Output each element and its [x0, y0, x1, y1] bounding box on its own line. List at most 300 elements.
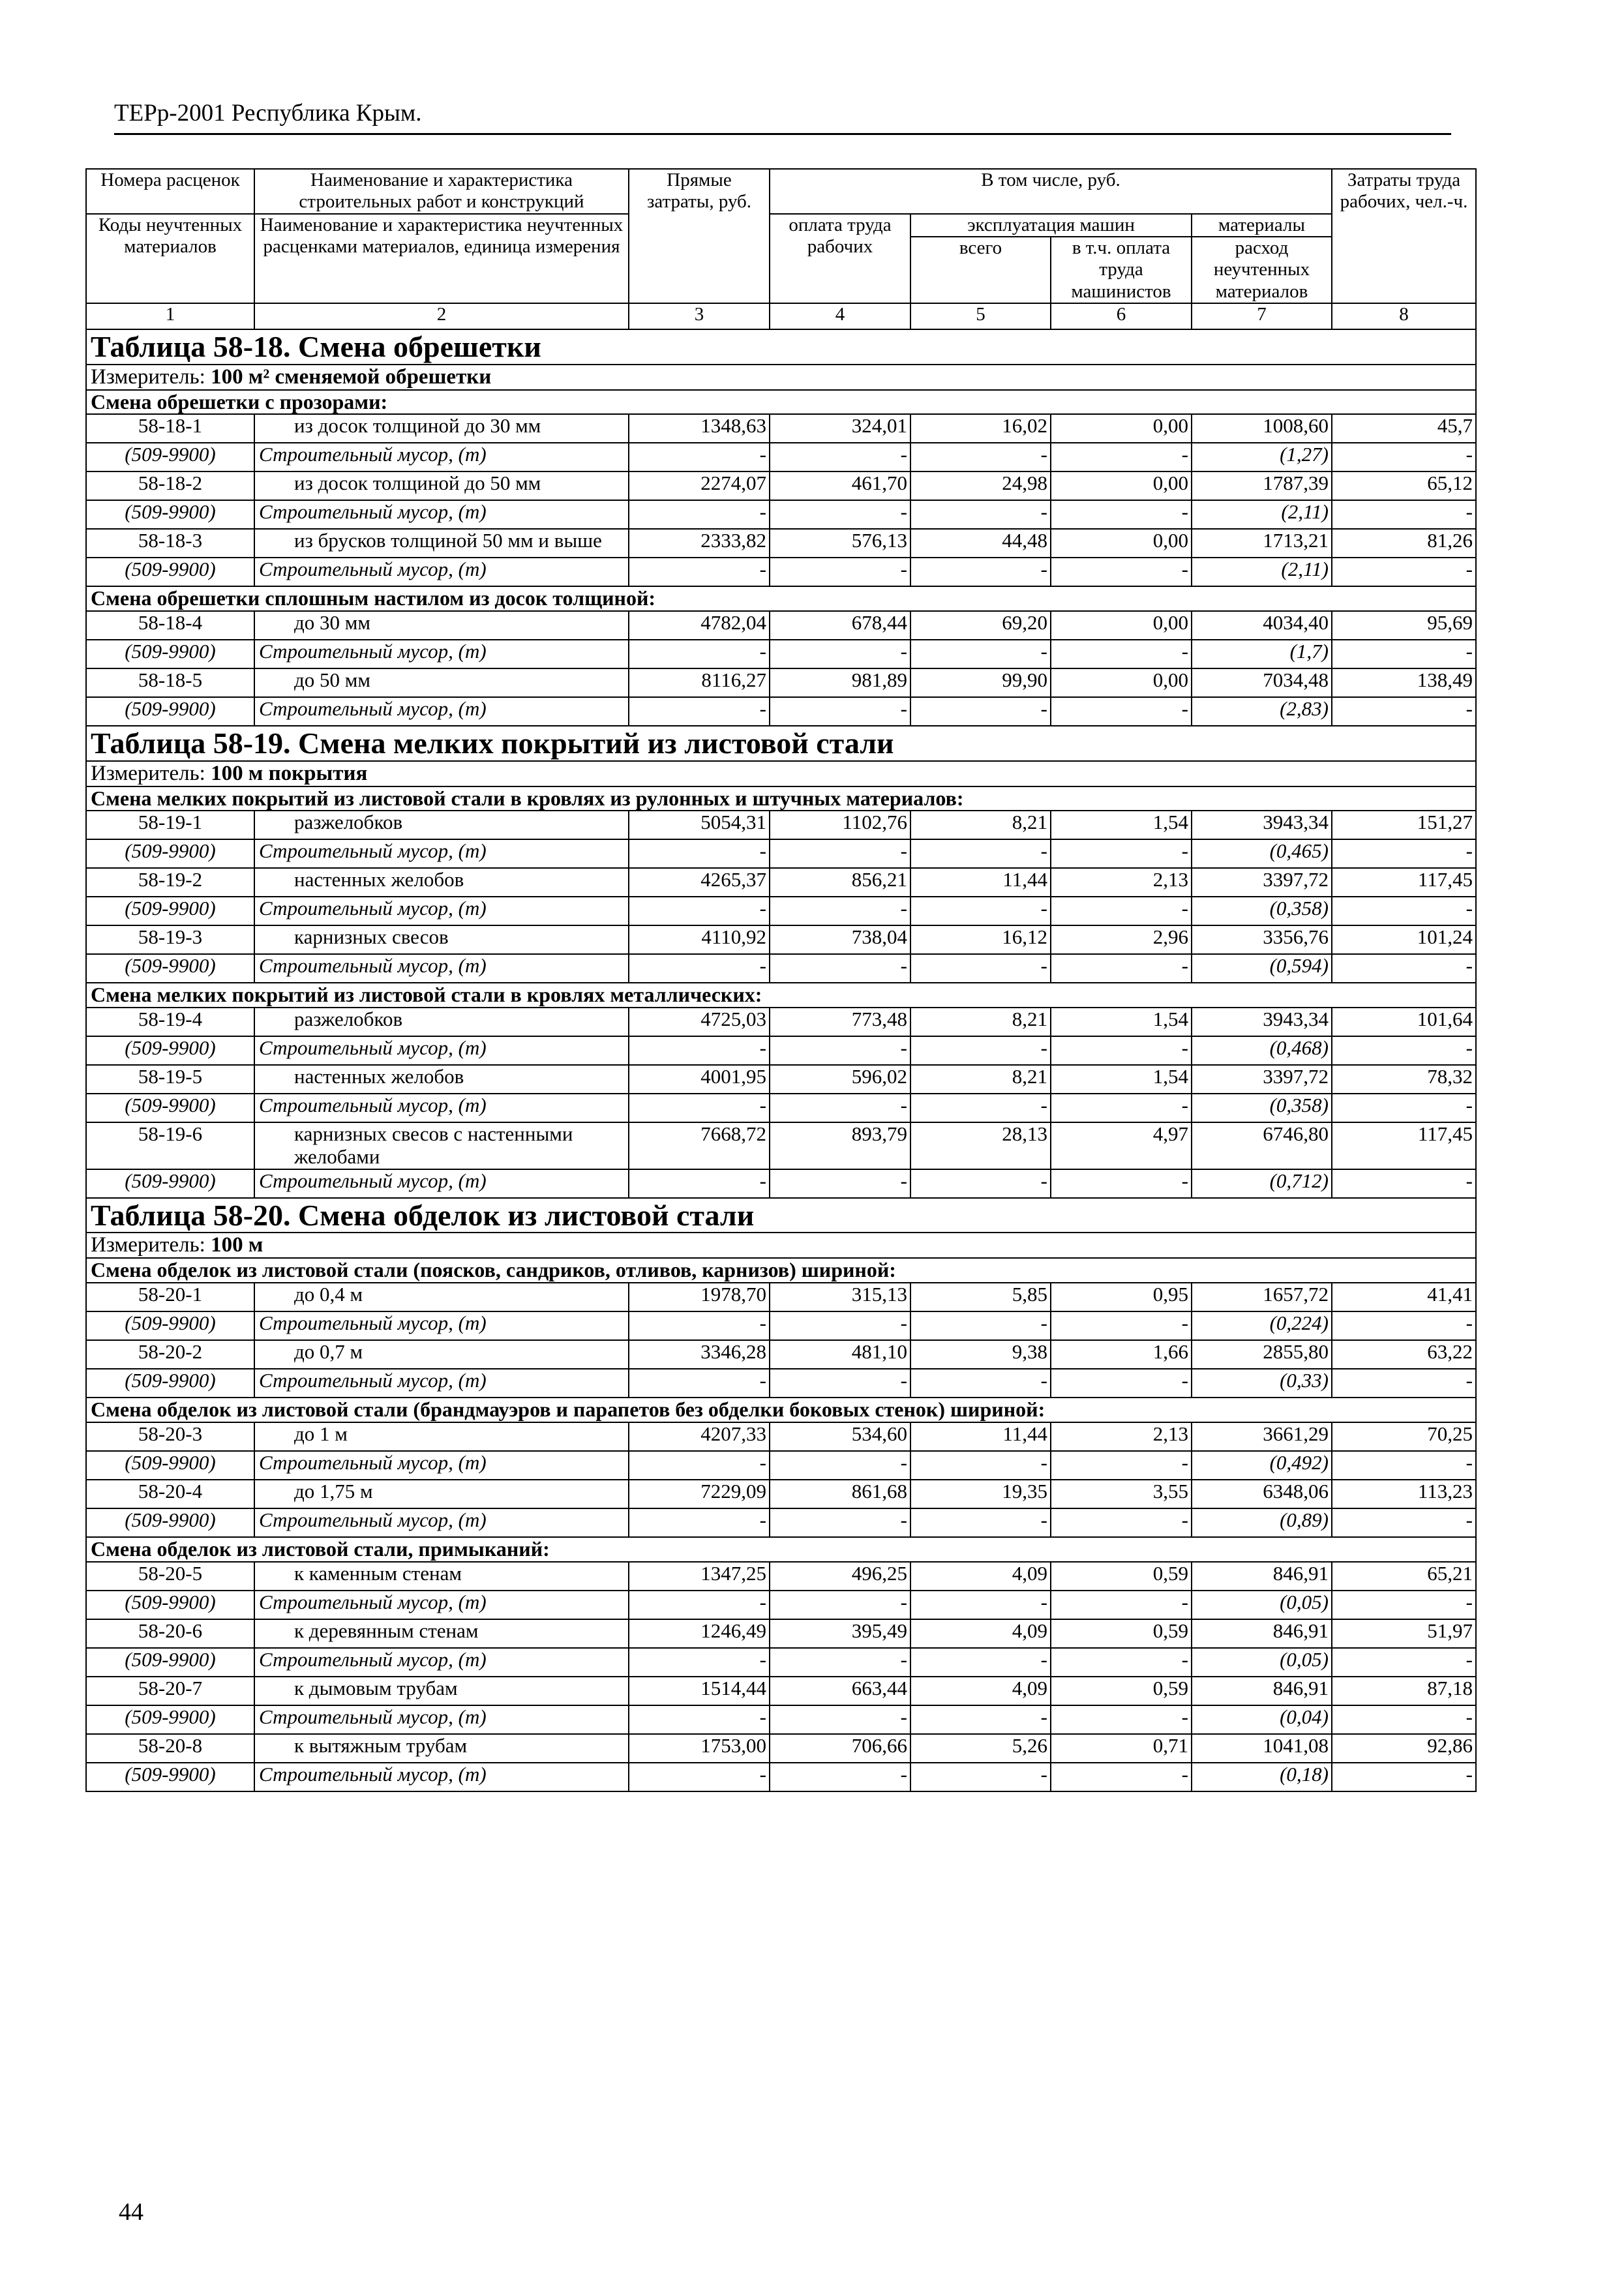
page-header: ТЕРр-2001 Республика Крым.: [114, 100, 422, 127]
machines-dash: -: [910, 1763, 1051, 1791]
machinist-pay: 2,13: [1051, 1422, 1192, 1451]
material-quantity: (0,224): [1192, 1311, 1332, 1340]
work-name: к деревянным стенам: [254, 1619, 629, 1648]
hours-dash: -: [1332, 1648, 1476, 1677]
machinist-pay: 0,00: [1051, 471, 1192, 500]
page-number: 44: [119, 2198, 143, 2226]
material-quantity: (2,83): [1192, 697, 1332, 726]
machines-total: 5,85: [910, 1283, 1051, 1311]
labor-hours: 70,25: [1332, 1422, 1476, 1451]
rate-code: 58-18-4: [86, 611, 254, 640]
material-quantity: (0,89): [1192, 1508, 1332, 1537]
machines-dash: -: [910, 1311, 1051, 1340]
table-row: [86, 611, 1476, 640]
material-quantity: (0,712): [1192, 1169, 1332, 1198]
labor-pay: 534,60: [770, 1422, 910, 1451]
material-quantity: (1,7): [1192, 640, 1332, 668]
material-name: Строительный мусор, (т): [254, 500, 629, 529]
work-name: до 0,4 м: [254, 1283, 629, 1311]
work-name: настенных желобов: [254, 1065, 629, 1094]
material-name: Строительный мусор, (т): [254, 839, 629, 868]
direct-dash: -: [629, 1451, 770, 1480]
labor-dash: -: [770, 443, 910, 471]
material-name: Строительный мусор, (т): [254, 697, 629, 726]
labor-hours: 151,27: [1332, 811, 1476, 839]
table-row: [86, 925, 1476, 954]
hours-dash: -: [1332, 1508, 1476, 1537]
labor-dash: -: [770, 1036, 910, 1065]
material-row: [86, 1036, 1476, 1065]
labor-dash: -: [770, 640, 910, 668]
material-name: Строительный мусор, (т): [254, 1591, 629, 1619]
material-quantity: (0,594): [1192, 954, 1332, 983]
machines-dash: -: [910, 1169, 1051, 1198]
material-code: (509-9900): [86, 640, 254, 668]
col-group-including: В том числе, руб.: [770, 169, 1332, 214]
labor-pay: 496,25: [770, 1562, 910, 1591]
machinist-dash: -: [1051, 500, 1192, 529]
labor-dash: -: [770, 1508, 910, 1537]
hours-dash: -: [1332, 1591, 1476, 1619]
materials-cost: 846,91: [1192, 1677, 1332, 1705]
material-row: [86, 839, 1476, 868]
machinist-pay: 0,71: [1051, 1734, 1192, 1763]
table-row: [86, 1734, 1476, 1763]
material-row: [86, 500, 1476, 529]
hours-dash: -: [1332, 1094, 1476, 1122]
work-name: настенных желобов: [254, 868, 629, 897]
machinist-dash: -: [1051, 1036, 1192, 1065]
machinist-dash: -: [1051, 1311, 1192, 1340]
col-materials: материалы: [1192, 214, 1332, 237]
direct-costs: 7668,72: [629, 1122, 770, 1169]
labor-hours: 138,49: [1332, 668, 1476, 697]
rate-code: 58-19-1: [86, 811, 254, 839]
machines-total: 4,09: [910, 1562, 1051, 1591]
material-row: [86, 1369, 1476, 1398]
table-row: [86, 1619, 1476, 1648]
rate-code: 58-18-5: [86, 668, 254, 697]
machinist-pay: 1,54: [1051, 1065, 1192, 1094]
col-labor-hours: Затраты труда рабочих, чел.-ч.: [1332, 169, 1476, 303]
direct-costs: 1246,49: [629, 1619, 770, 1648]
machines-total: 4,09: [910, 1677, 1051, 1705]
measure-value: 100 м: [211, 1233, 263, 1257]
work-name: из досок толщиной до 30 мм: [254, 414, 629, 443]
material-name: Строительный мусор, (т): [254, 1169, 629, 1198]
machinist-pay: 1,66: [1051, 1340, 1192, 1369]
rate-code: 58-20-2: [86, 1340, 254, 1369]
machines-total: 44,48: [910, 529, 1051, 558]
materials-cost: 1787,39: [1192, 471, 1332, 500]
hours-dash: -: [1332, 1763, 1476, 1791]
labor-dash: -: [770, 1369, 910, 1398]
direct-costs: 2274,07: [629, 471, 770, 500]
hours-dash: -: [1332, 839, 1476, 868]
direct-dash: -: [629, 1036, 770, 1065]
machines-dash: -: [910, 954, 1051, 983]
work-name: до 50 мм: [254, 668, 629, 697]
material-quantity: (1,27): [1192, 443, 1332, 471]
work-name: из досок толщиной до 50 мм: [254, 471, 629, 500]
measure-line: [86, 365, 1476, 390]
material-row: [86, 1169, 1476, 1198]
rates-table: [85, 168, 1477, 1792]
material-code: (509-9900): [86, 1094, 254, 1122]
machines-dash: -: [910, 1451, 1051, 1480]
hours-dash: -: [1332, 443, 1476, 471]
labor-pay: 395,49: [770, 1619, 910, 1648]
direct-dash: -: [629, 697, 770, 726]
material-quantity: (0,05): [1192, 1648, 1332, 1677]
labor-dash: -: [770, 1705, 910, 1734]
material-name: Строительный мусор, (т): [254, 1036, 629, 1065]
direct-costs: 1978,70: [629, 1283, 770, 1311]
material-quantity: (0,358): [1192, 1094, 1332, 1122]
material-row: [86, 1094, 1476, 1122]
materials-cost: 1041,08: [1192, 1734, 1332, 1763]
table-row: [86, 868, 1476, 897]
direct-dash: -: [629, 1169, 770, 1198]
materials-cost: 6348,06: [1192, 1480, 1332, 1508]
work-name: к каменным стенам: [254, 1562, 629, 1591]
labor-hours: 92,86: [1332, 1734, 1476, 1763]
labor-pay: 663,44: [770, 1677, 910, 1705]
rate-code: 58-19-4: [86, 1008, 254, 1036]
work-name: карнизных свесов с настенными желобами: [254, 1122, 629, 1169]
material-code: (509-9900): [86, 839, 254, 868]
col-machinist-pay: в т.ч. оплата труда машинистов: [1051, 237, 1192, 303]
table-row: [86, 1283, 1476, 1311]
labor-pay: 461,70: [770, 471, 910, 500]
measure-label: Измеритель:: [91, 1233, 205, 1257]
machinist-dash: -: [1051, 1094, 1192, 1122]
machinist-dash: -: [1051, 897, 1192, 925]
hours-dash: -: [1332, 1705, 1476, 1734]
labor-dash: -: [770, 1451, 910, 1480]
material-row: [86, 1705, 1476, 1734]
machines-dash: -: [910, 1591, 1051, 1619]
material-quantity: (0,33): [1192, 1369, 1332, 1398]
material-code: (509-9900): [86, 1648, 254, 1677]
labor-dash: -: [770, 1094, 910, 1122]
hours-dash: -: [1332, 558, 1476, 586]
material-name: Строительный мусор, (т): [254, 1705, 629, 1734]
direct-dash: -: [629, 1311, 770, 1340]
rate-code: 58-19-6: [86, 1122, 254, 1169]
table-row: [86, 1122, 1476, 1169]
machines-total: 8,21: [910, 1065, 1051, 1094]
material-row: [86, 1648, 1476, 1677]
direct-dash: -: [629, 1094, 770, 1122]
material-row: [86, 1763, 1476, 1791]
hours-dash: -: [1332, 640, 1476, 668]
labor-dash: -: [770, 897, 910, 925]
rate-code: 58-20-6: [86, 1619, 254, 1648]
material-row: [86, 954, 1476, 983]
material-code: (509-9900): [86, 1036, 254, 1065]
measure-label: Измеритель:: [91, 761, 205, 785]
machinist-dash: -: [1051, 1705, 1192, 1734]
work-name: до 0,7 м: [254, 1340, 629, 1369]
material-name: Строительный мусор, (т): [254, 1094, 629, 1122]
labor-dash: -: [770, 500, 910, 529]
table-title: Таблица 58-19. Смена мелких покрытий из листовой стали: [86, 726, 1476, 761]
machinist-pay: 1,54: [1051, 811, 1192, 839]
column-number: 7: [1192, 303, 1332, 329]
rate-code: 58-18-2: [86, 471, 254, 500]
direct-dash: -: [629, 1508, 770, 1537]
work-name: к вытяжным трубам: [254, 1734, 629, 1763]
material-code: (509-9900): [86, 1369, 254, 1398]
material-quantity: (0,465): [1192, 839, 1332, 868]
work-name: из брусков толщиной 50 мм и выше: [254, 529, 629, 558]
machinist-pay: 0,59: [1051, 1562, 1192, 1591]
direct-dash: -: [629, 839, 770, 868]
direct-dash: -: [629, 1705, 770, 1734]
rate-code: 58-20-8: [86, 1734, 254, 1763]
table-row: [86, 1065, 1476, 1094]
material-quantity: (2,11): [1192, 500, 1332, 529]
hours-dash: -: [1332, 1036, 1476, 1065]
col-material-name: Наименование и характеристика неучтенных расценками материалов, единица измерения: [254, 214, 629, 303]
machinist-dash: -: [1051, 1763, 1192, 1791]
machinist-dash: -: [1051, 839, 1192, 868]
table-row: [86, 1480, 1476, 1508]
labor-dash: -: [770, 1648, 910, 1677]
labor-hours: 51,97: [1332, 1619, 1476, 1648]
materials-cost: 1713,21: [1192, 529, 1332, 558]
table-row: [86, 471, 1476, 500]
labor-dash: -: [770, 1169, 910, 1198]
material-name: Строительный мусор, (т): [254, 1311, 629, 1340]
direct-costs: 4001,95: [629, 1065, 770, 1094]
machines-total: 11,44: [910, 1422, 1051, 1451]
work-name: к дымовым трубам: [254, 1677, 629, 1705]
labor-hours: 41,41: [1332, 1283, 1476, 1311]
direct-costs: 4265,37: [629, 868, 770, 897]
direct-costs: 5054,31: [629, 811, 770, 839]
machinist-pay: 2,96: [1051, 925, 1192, 954]
machinist-pay: 0,59: [1051, 1619, 1192, 1648]
machines-dash: -: [910, 500, 1051, 529]
materials-cost: 3943,34: [1192, 811, 1332, 839]
measure-line: [86, 1233, 1476, 1258]
measure-line: [86, 761, 1476, 786]
material-code: (509-9900): [86, 1763, 254, 1791]
machines-dash: -: [910, 443, 1051, 471]
table-title: Таблица 58-20. Смена обделок из листовой стали: [86, 1198, 1476, 1233]
material-name: Строительный мусор, (т): [254, 640, 629, 668]
materials-cost: 7034,48: [1192, 668, 1332, 697]
labor-dash: -: [770, 558, 910, 586]
direct-costs: 1348,63: [629, 414, 770, 443]
materials-cost: 1657,72: [1192, 1283, 1332, 1311]
material-code: (509-9900): [86, 1451, 254, 1480]
material-row: [86, 558, 1476, 586]
column-number: 6: [1051, 303, 1192, 329]
direct-dash: -: [629, 443, 770, 471]
material-code: (509-9900): [86, 500, 254, 529]
machinist-pay: 0,00: [1051, 529, 1192, 558]
labor-pay: 678,44: [770, 611, 910, 640]
machines-total: 4,09: [910, 1619, 1051, 1648]
machines-dash: -: [910, 1648, 1051, 1677]
material-name: Строительный мусор, (т): [254, 954, 629, 983]
rate-code: 58-19-3: [86, 925, 254, 954]
labor-hours: 101,64: [1332, 1008, 1476, 1036]
machinist-pay: 3,55: [1051, 1480, 1192, 1508]
direct-costs: 8116,27: [629, 668, 770, 697]
labor-pay: 1102,76: [770, 811, 910, 839]
table-row: [86, 1422, 1476, 1451]
section-heading: Смена обделок из листовой стали, примыканий:: [86, 1537, 1476, 1562]
hours-dash: -: [1332, 697, 1476, 726]
machines-total: 24,98: [910, 471, 1051, 500]
materials-cost: 846,91: [1192, 1562, 1332, 1591]
labor-hours: 101,24: [1332, 925, 1476, 954]
labor-hours: 65,12: [1332, 471, 1476, 500]
materials-cost: 6746,80: [1192, 1122, 1332, 1169]
material-name: Строительный мусор, (т): [254, 897, 629, 925]
direct-dash: -: [629, 500, 770, 529]
machinist-dash: -: [1051, 1648, 1192, 1677]
col-machines-total: всего: [910, 237, 1051, 303]
work-name: разжелобков: [254, 1008, 629, 1036]
hours-dash: -: [1332, 1169, 1476, 1198]
material-row: [86, 697, 1476, 726]
materials-cost: 1008,60: [1192, 414, 1332, 443]
direct-costs: 4725,03: [629, 1008, 770, 1036]
labor-dash: -: [770, 839, 910, 868]
materials-cost: 846,91: [1192, 1619, 1332, 1648]
material-name: Строительный мусор, (т): [254, 1369, 629, 1398]
machinist-pay: 1,54: [1051, 1008, 1192, 1036]
labor-hours: 81,26: [1332, 529, 1476, 558]
labor-hours: 113,23: [1332, 1480, 1476, 1508]
material-row: [86, 897, 1476, 925]
material-quantity: (2,11): [1192, 558, 1332, 586]
direct-costs: 1753,00: [629, 1734, 770, 1763]
machinist-pay: 0,59: [1051, 1677, 1192, 1705]
machines-total: 5,26: [910, 1734, 1051, 1763]
machinist-pay: 0,95: [1051, 1283, 1192, 1311]
machines-total: 11,44: [910, 868, 1051, 897]
machines-total: 16,12: [910, 925, 1051, 954]
table-row: [86, 414, 1476, 443]
machines-total: 9,38: [910, 1340, 1051, 1369]
labor-pay: 981,89: [770, 668, 910, 697]
material-quantity: (0,468): [1192, 1036, 1332, 1065]
column-number: 3: [629, 303, 770, 329]
machines-dash: -: [910, 1508, 1051, 1537]
rate-code: 58-19-2: [86, 868, 254, 897]
rate-code: 58-19-5: [86, 1065, 254, 1094]
table-row: [86, 1677, 1476, 1705]
table-row: [86, 529, 1476, 558]
rate-code: 58-20-3: [86, 1422, 254, 1451]
direct-dash: -: [629, 1369, 770, 1398]
direct-costs: 2333,82: [629, 529, 770, 558]
machinist-dash: -: [1051, 1508, 1192, 1537]
hours-dash: -: [1332, 1311, 1476, 1340]
material-code: (509-9900): [86, 897, 254, 925]
material-code: (509-9900): [86, 697, 254, 726]
col-labor-pay: оплата труда рабочих: [770, 214, 910, 303]
direct-dash: -: [629, 954, 770, 983]
labor-hours: 95,69: [1332, 611, 1476, 640]
material-name: Строительный мусор, (т): [254, 1648, 629, 1677]
table-row: [86, 1562, 1476, 1591]
direct-dash: -: [629, 1648, 770, 1677]
section-heading: Смена обрешетки сплошным настилом из досок толщиной:: [86, 586, 1476, 611]
hours-dash: -: [1332, 954, 1476, 983]
machines-total: 8,21: [910, 811, 1051, 839]
col-rate-numbers: Номера расценок: [86, 169, 254, 214]
material-code: (509-9900): [86, 1705, 254, 1734]
machinist-dash: -: [1051, 954, 1192, 983]
machines-dash: -: [910, 839, 1051, 868]
material-row: [86, 1591, 1476, 1619]
machinist-dash: -: [1051, 697, 1192, 726]
section-heading: Смена обрешетки с прозорами:: [86, 390, 1476, 415]
table-title: Таблица 58-18. Смена обрешетки: [86, 329, 1476, 365]
materials-cost: 3397,72: [1192, 1065, 1332, 1094]
machinist-dash: -: [1051, 1369, 1192, 1398]
material-row: [86, 1311, 1476, 1340]
material-code: (509-9900): [86, 1591, 254, 1619]
materials-cost: 3943,34: [1192, 1008, 1332, 1036]
labor-dash: -: [770, 1763, 910, 1791]
section-heading: Смена мелких покрытий из листовой стали в кровлях металлических:: [86, 983, 1476, 1008]
material-row: [86, 640, 1476, 668]
labor-hours: 117,45: [1332, 868, 1476, 897]
rate-code: 58-20-1: [86, 1283, 254, 1311]
labor-hours: 87,18: [1332, 1677, 1476, 1705]
material-name: Строительный мусор, (т): [254, 1451, 629, 1480]
labor-hours: 65,21: [1332, 1562, 1476, 1591]
machines-dash: -: [910, 558, 1051, 586]
rate-code: 58-20-4: [86, 1480, 254, 1508]
machines-dash: -: [910, 697, 1051, 726]
table-row: [86, 1340, 1476, 1369]
labor-dash: -: [770, 1591, 910, 1619]
materials-cost: 3356,76: [1192, 925, 1332, 954]
table-row: [86, 811, 1476, 839]
material-quantity: (0,18): [1192, 1763, 1332, 1791]
labor-pay: 738,04: [770, 925, 910, 954]
material-row: [86, 443, 1476, 471]
machines-total: 19,35: [910, 1480, 1051, 1508]
machines-dash: -: [910, 1705, 1051, 1734]
machines-dash: -: [910, 1036, 1051, 1065]
work-name: до 1 м: [254, 1422, 629, 1451]
machines-dash: -: [910, 897, 1051, 925]
labor-pay: 315,13: [770, 1283, 910, 1311]
machinist-pay: 0,00: [1051, 668, 1192, 697]
hours-dash: -: [1332, 1451, 1476, 1480]
machinist-pay: 0,00: [1051, 414, 1192, 443]
column-number: 1: [86, 303, 254, 329]
machinist-dash: -: [1051, 558, 1192, 586]
measure-value: 100 м² сменяемой обрешетки: [211, 365, 492, 389]
header-rule: [114, 133, 1451, 135]
material-name: Строительный мусор, (т): [254, 443, 629, 471]
column-number: 8: [1332, 303, 1476, 329]
rate-code: 58-18-1: [86, 414, 254, 443]
col-direct-costs: Прямые затраты, руб.: [629, 169, 770, 303]
material-code: (509-9900): [86, 1169, 254, 1198]
